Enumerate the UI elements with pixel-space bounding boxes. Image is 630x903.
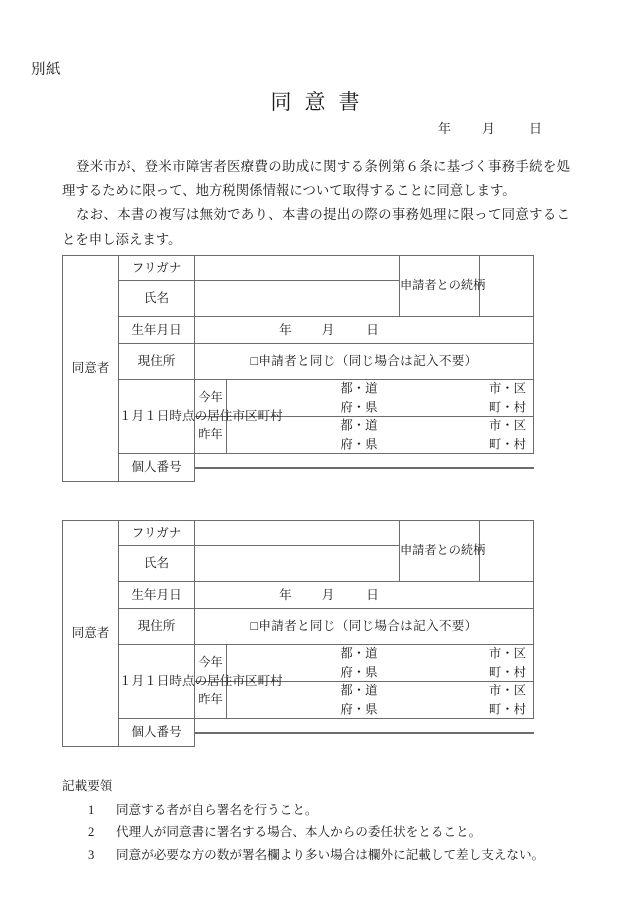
dob-day-label: 日	[366, 322, 379, 337]
prefecture-line-2: 府・県	[340, 702, 378, 716]
consenter-label-cell: 同意者	[63, 256, 119, 482]
consenter-table-2	[62, 520, 534, 747]
date-year-label: 年	[437, 121, 451, 136]
note-number: 3	[88, 847, 95, 862]
attachment-label: 別紙	[31, 62, 61, 78]
table-row	[63, 609, 534, 645]
table-row	[63, 344, 534, 380]
city-line-1: 市・区	[488, 646, 526, 661]
note-item	[62, 844, 582, 866]
mynumber-box-grid	[195, 732, 534, 734]
prefecture-line-1: 都・道	[340, 683, 378, 698]
mynumber-digit-box[interactable]	[505, 467, 533, 468]
prefecture-line-2: 府・県	[340, 437, 378, 451]
mynumber-digit-box[interactable]	[224, 732, 252, 733]
table-row	[63, 582, 534, 609]
this-year-residence-input-cell[interactable]	[227, 645, 534, 682]
city-line-1: 市・区	[488, 683, 526, 698]
this-year-label-cell: 今年	[195, 645, 227, 682]
same-as-applicant-checkbox[interactable]: □申請者と同じ（同じ場合は記入不要）	[250, 619, 478, 634]
notes-title: 記載要領	[62, 779, 113, 793]
relation-input-cell[interactable]	[480, 521, 534, 582]
mynumber-digit-box[interactable]	[280, 732, 308, 733]
table-row	[63, 719, 534, 747]
mynumber-digit-box[interactable]	[196, 732, 224, 733]
note-number: 1	[88, 802, 95, 817]
mynumber-digit-box[interactable]	[280, 467, 308, 468]
mynumber-digit-box[interactable]	[196, 467, 224, 468]
relation-input-cell[interactable]	[480, 256, 534, 317]
mynumber-digit-box[interactable]	[252, 467, 280, 468]
dob-input-cell[interactable]	[195, 317, 534, 344]
dob-month-label: 月	[321, 587, 335, 602]
mynumber-digit-box[interactable]	[252, 732, 280, 733]
city-line-2: 町・村	[488, 437, 526, 451]
relation-label-cell: 申請者との続柄	[400, 521, 480, 582]
name-label-cell: 氏名	[119, 281, 195, 317]
relation-label-cell: 申請者との続柄	[400, 256, 480, 317]
date-day-label: 日	[528, 121, 542, 136]
mynumber-digit-box[interactable]	[364, 732, 392, 733]
mynumber-label-cell: 個人番号	[119, 454, 195, 482]
note-text: 代理人が同意書に署名する場合、本人からの委任状をとること。	[116, 825, 482, 840]
note-item	[62, 821, 582, 843]
mynumber-digit-box[interactable]	[364, 467, 392, 468]
residence-label-cell: １月１日時点の居住市区町村	[119, 645, 195, 719]
prefecture-line-1: 都・道	[340, 646, 378, 661]
mynumber-digit-box[interactable]	[336, 467, 364, 468]
mynumber-digit-box[interactable]	[449, 467, 477, 468]
consenter-table-1	[62, 255, 534, 482]
table-row	[63, 317, 534, 344]
mynumber-digit-box[interactable]	[477, 467, 505, 468]
consenter-label-cell: 同意者	[63, 521, 119, 747]
name-input-cell[interactable]	[195, 546, 400, 582]
dob-month-label: 月	[321, 322, 335, 337]
note-number: 2	[88, 825, 95, 840]
mynumber-label-cell: 個人番号	[119, 719, 195, 747]
table-row	[63, 645, 534, 682]
name-label-cell: 氏名	[119, 546, 195, 582]
city-line-2: 町・村	[488, 702, 526, 716]
mynumber-digit-box[interactable]	[421, 732, 449, 733]
date-month-label: 月	[481, 121, 495, 136]
mynumber-digit-box[interactable]	[392, 732, 420, 733]
this-year-label-cell: 今年	[195, 380, 227, 417]
table-row	[63, 454, 534, 482]
furigana-label-cell: フリガナ	[119, 521, 195, 546]
table-row	[63, 521, 534, 546]
mynumber-box-row	[196, 732, 534, 733]
mynumber-digit-box[interactable]	[224, 467, 252, 468]
dob-year-label: 年	[279, 587, 292, 602]
address-label-cell: 現住所	[119, 609, 195, 645]
mynumber-box-row	[196, 467, 534, 468]
this-year-residence-input-cell[interactable]	[227, 380, 534, 417]
last-year-residence-input-cell[interactable]	[227, 417, 534, 454]
prefecture-line-2: 府・県	[340, 665, 378, 679]
mynumber-digit-box[interactable]	[308, 467, 336, 468]
mynumber-digit-box[interactable]	[308, 732, 336, 733]
table-row	[63, 256, 534, 281]
page-title: 同意書	[270, 90, 373, 114]
furigana-input-cell[interactable]	[195, 256, 400, 281]
dob-year-label: 年	[279, 322, 292, 337]
address-input-cell[interactable]	[195, 609, 534, 645]
last-year-label-cell: 昨年	[195, 682, 227, 719]
dob-label-cell: 生年月日	[119, 582, 195, 609]
furigana-label-cell: フリガナ	[119, 256, 195, 281]
note-text: 同意が必要な方の数が署名欄より多い場合は欄外に記載して差し支えない。	[116, 847, 545, 862]
mynumber-digit-box[interactable]	[477, 732, 505, 733]
table-row	[63, 380, 534, 417]
city-line-2: 町・村	[488, 665, 526, 679]
note-item	[62, 799, 582, 821]
address-label-cell: 現住所	[119, 344, 195, 380]
body-paragraph-1: 登米市が、登米市障害者医療費の助成に関する条例第６条に基づく事務手続を処理するために限って、地方税関係情報について取得することに同意します。	[62, 159, 570, 199]
notes-section	[62, 777, 582, 866]
prefecture-line-1: 都・道	[340, 381, 378, 396]
dob-day-label: 日	[366, 587, 379, 602]
last-year-label-cell: 昨年	[195, 417, 227, 454]
body-text	[62, 155, 570, 252]
mynumber-digit-box[interactable]	[421, 467, 449, 468]
furigana-input-cell[interactable]	[195, 521, 400, 546]
mynumber-box-grid	[195, 467, 534, 469]
mynumber-digit-box[interactable]	[392, 467, 420, 468]
mynumber-digit-box[interactable]	[449, 732, 477, 733]
residence-label-cell: １月１日時点の居住市区町村	[119, 380, 195, 454]
city-line-1: 市・区	[488, 418, 526, 433]
dob-input-cell[interactable]	[195, 582, 534, 609]
prefecture-line-2: 府・県	[340, 400, 378, 414]
city-line-1: 市・区	[488, 381, 526, 396]
last-year-residence-input-cell[interactable]	[227, 682, 534, 719]
prefecture-line-1: 都・道	[340, 418, 378, 433]
date-entry-line	[0, 118, 630, 137]
address-input-cell[interactable]	[195, 344, 534, 380]
mynumber-digit-box[interactable]	[336, 732, 364, 733]
city-line-2: 町・村	[488, 400, 526, 414]
mynumber-digit-box[interactable]	[505, 732, 533, 733]
name-input-cell[interactable]	[195, 281, 400, 317]
same-as-applicant-checkbox[interactable]: □申請者と同じ（同じ場合は記入不要）	[250, 354, 478, 369]
dob-label-cell: 生年月日	[119, 317, 195, 344]
notes-list	[62, 799, 582, 866]
note-text: 同意する者が自ら署名を行うこと。	[116, 802, 318, 817]
body-paragraph-2: なお、本書の複写は無効であり、本書の提出の際の事務処理に限って同意することを申し添えます。	[62, 207, 570, 247]
